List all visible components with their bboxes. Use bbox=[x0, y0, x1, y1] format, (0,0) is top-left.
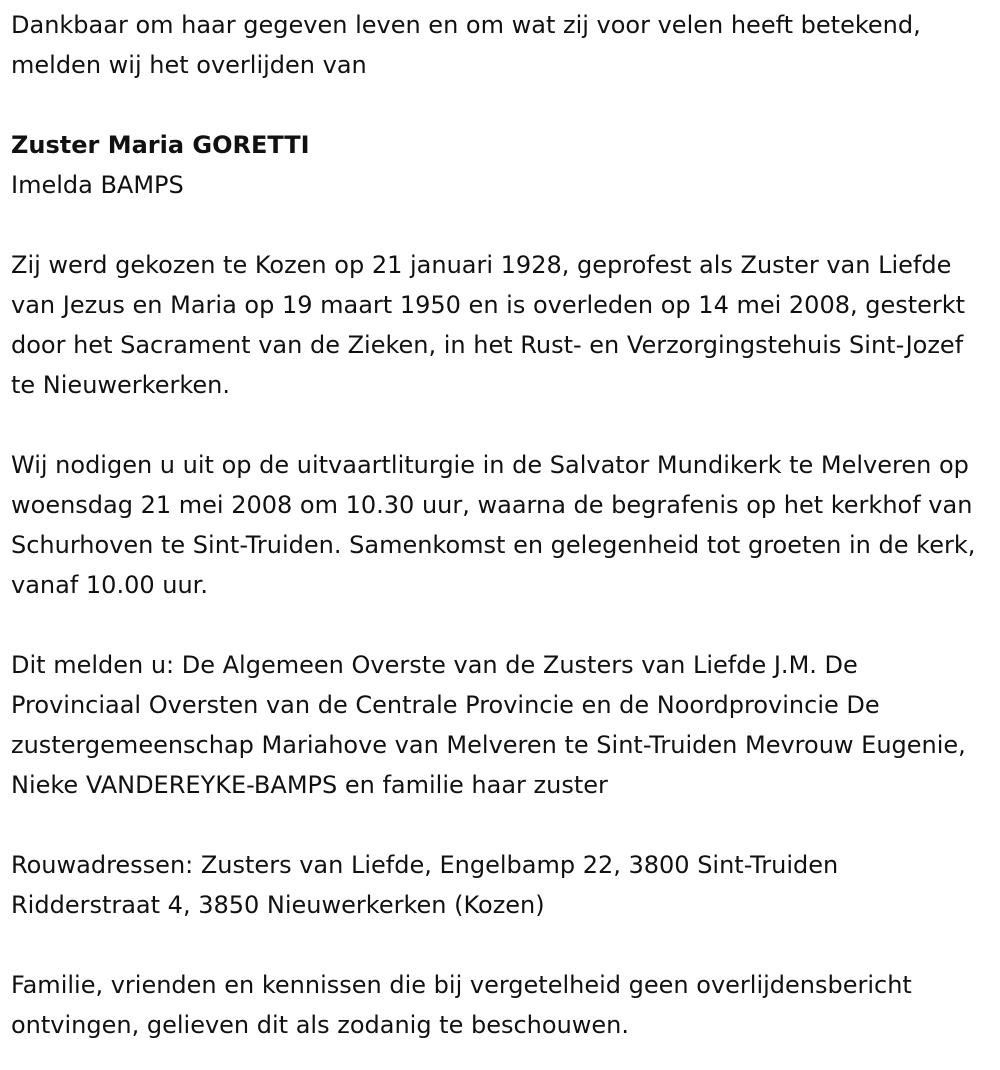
announcers-paragraph: Dit melden u: De Algemeen Overste van de Zusters van Liefde J.M. De Provinciaal Oversten van de Centrale Provincie en de Noordprovincie De zustergemeenschap Mariahove van Melveren te Sint-Truiden Mevrouw Eugenie, Nieke VANDEREYKE-BAMPS en familie haar zuster bbox=[11, 651, 966, 799]
closing-paragraph: Familie, vrienden en kennissen die bij vergetelheid geen overlijdensbericht ontvingen, gelieven dit als zodanig te beschouwen. bbox=[11, 971, 912, 1039]
religious-name: Zuster Maria GORETTI bbox=[11, 131, 310, 159]
funeral-paragraph: Wij nodigen u uit op de uitvaartliturgie in de Salvator Mundikerk te Melveren op woensdag 21 mei 2008 om 10.30 uur, waarna de begrafenis op het kerkhof van Schurhoven te Sint-Truiden. Samenkomst en gelegenheid tot groeten in de kerk, vanaf 10.00 uur. bbox=[11, 451, 976, 599]
intro-paragraph: Dankbaar om haar gegeven leven en om wat zij voor velen heeft betekend, melden wij het overlijden van bbox=[11, 11, 921, 79]
deceased-names bbox=[11, 125, 980, 205]
addresses-paragraph: Rouwadressen: Zusters van Liefde, Engelbamp 22, 3800 Sint-Truiden Ridderstraat 4, 3850 Nieuwerkerken (Kozen) bbox=[11, 851, 839, 919]
civil-name: Imelda BAMPS bbox=[11, 171, 184, 199]
biography-paragraph: Zij werd gekozen te Kozen op 21 januari 1928, geprofest als Zuster van Liefde van Jezus en Maria op 19 maart 1950 en is overleden op 14 mei 2008, gesterkt door het Sacrament van de Zieken, in het Rust- en Verzorgingstehuis Sint-Jozef te Nieuwerkerken. bbox=[11, 251, 966, 399]
